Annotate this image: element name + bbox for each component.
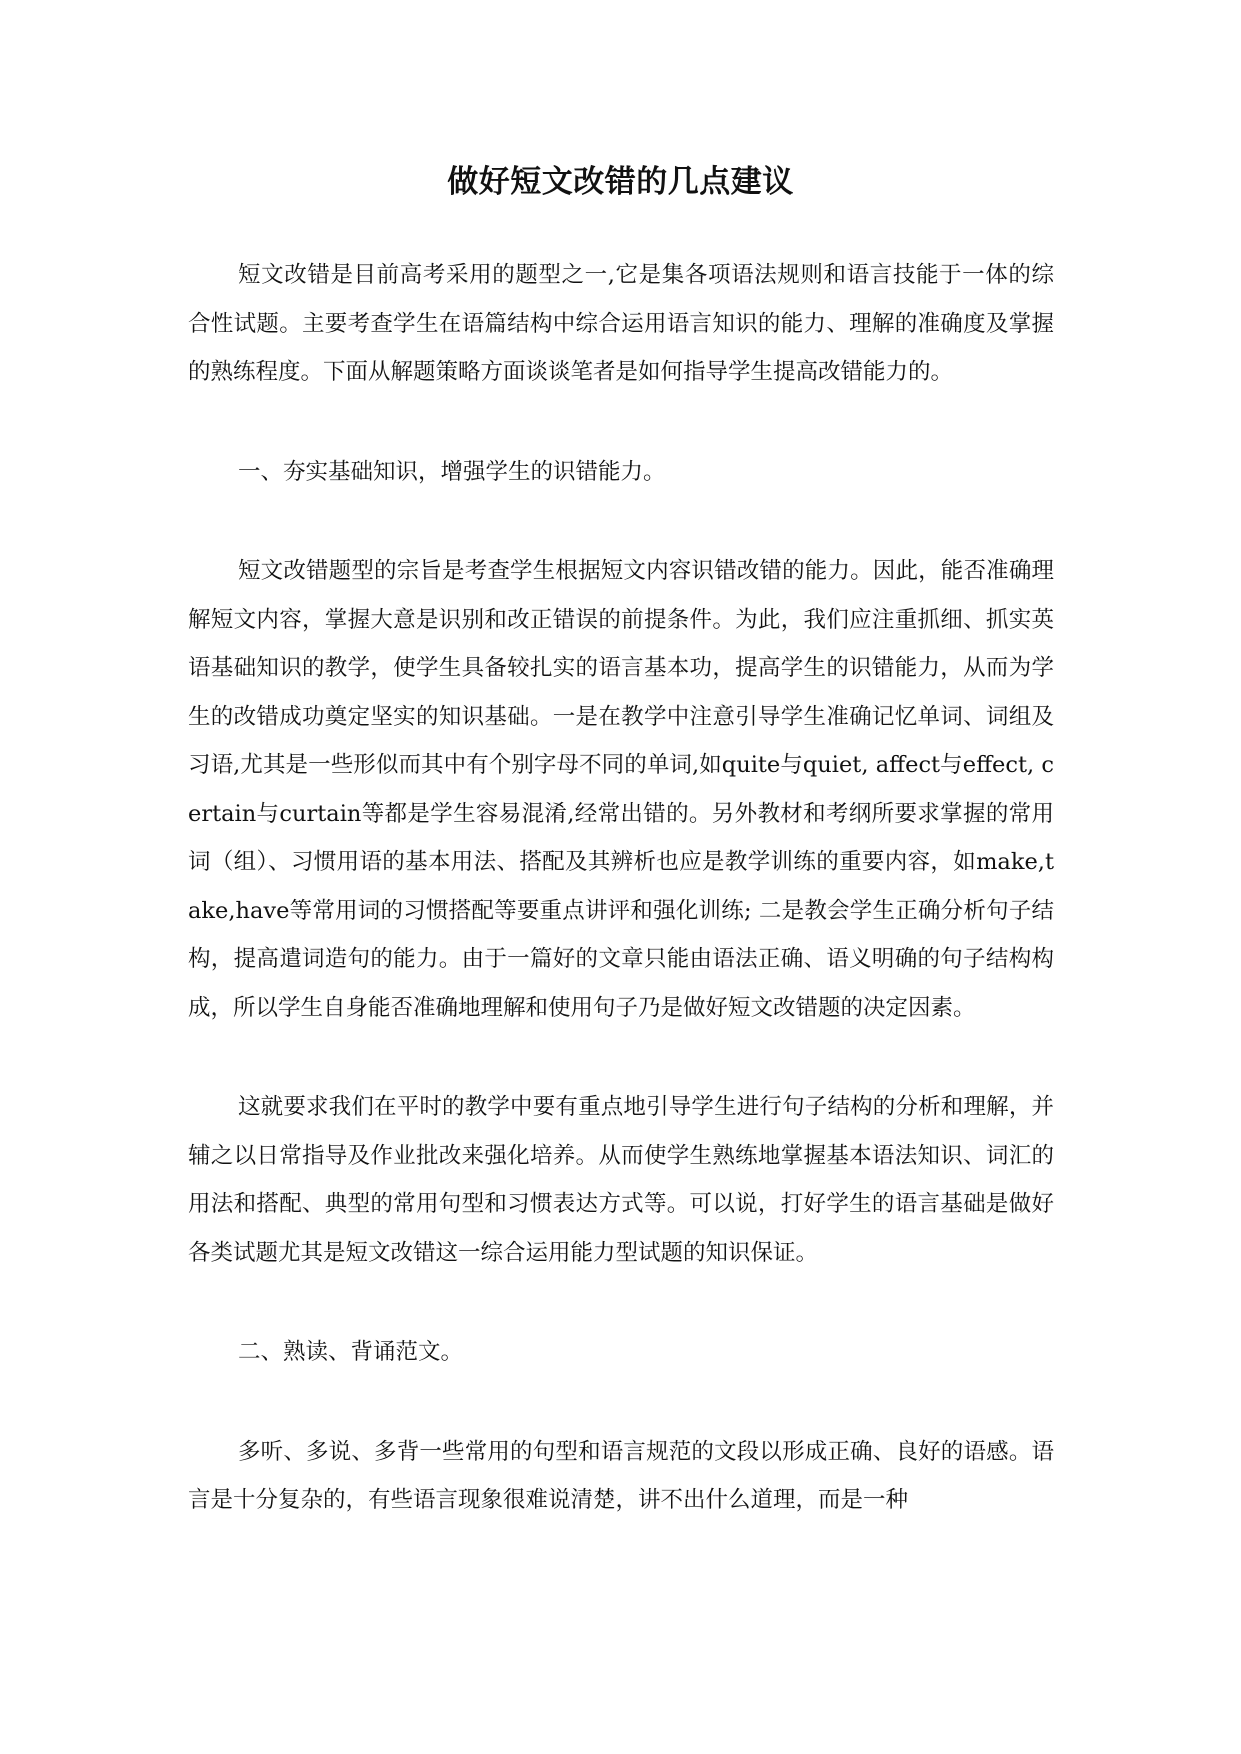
paragraph-section2: 多听、多说、多背一些常用的句型和语言规范的文段以形成正确、良好的语感。语言是十分复杂的，有些语言现象很难说清楚，讲不出什么道理，而是一种 xyxy=(188,1438,1054,1513)
section-heading-2: 二、熟读、背诵范文。 xyxy=(238,1339,464,1365)
document-body xyxy=(188,251,1054,1576)
paragraph-intro: 短文改错是目前高考采用的题型之一,它是集各项语法规则和语言技能于一体的综合性试题。主要考查学生在语篇结构中综合运用语言知识的能力、理解的准确度及掌握的熟练程度。下面从解题策略方面谈谈笔者是如何指导学生提高改错能力的。 xyxy=(188,262,1054,385)
paragraph-section1-part1: 短文改错题型的宗旨是考查学生根据短文内容识错改错的能力。因此，能否准确理解短文内容，掌握大意是识别和改正错误的前提条件。为此，我们应注重抓细、抓实英语基础知识的教学，使学生具备较扎实的语言基本功，提高学生的识错能力，从而为学生的改错成功奠定坚实的知识基础。一是在教学中注意引导学生准确记忆单词、词组及习语,尤其是一些形似而其中有个别字母不同的单词,如quite与quiet, affect与effect, certain与curtain等都是学生容易混淆,经常出错的。另外教材和考纲所要求掌握的常用词（组）、习惯用语的基本用法、搭配及其辨析也应是教学训练的重要内容，如make,take,have等常用词的习惯搭配等要重点讲评和强化训练; 二是教会学生正确分析句子结构，提高遣词造句的能力。由于一篇好的文章只能由语法正确、语义明确的句子结构构成，所以学生自身能否准确地理解和使用句子乃是做好短文改错题的决定因素。 xyxy=(188,558,1054,1021)
document-title: 做好短文改错的几点建议 xyxy=(447,164,794,200)
section-heading-1: 一、夯实基础知识，增强学生的识错能力。 xyxy=(238,458,666,485)
paragraph-section1-part2: 这就要求我们在平时的教学中要有重点地引导学生进行句子结构的分析和理解，并辅之以日常指导及作业批改来强化培养。从而使学生熟练地掌握基本语法知识、词汇的用法和搭配、典型的常用句型和习惯表达方式等。可以说，打好学生的语言基础是做好各类试题尤其是短文改错这一综合运用能力型试题的知识保证。 xyxy=(188,1094,1054,1266)
